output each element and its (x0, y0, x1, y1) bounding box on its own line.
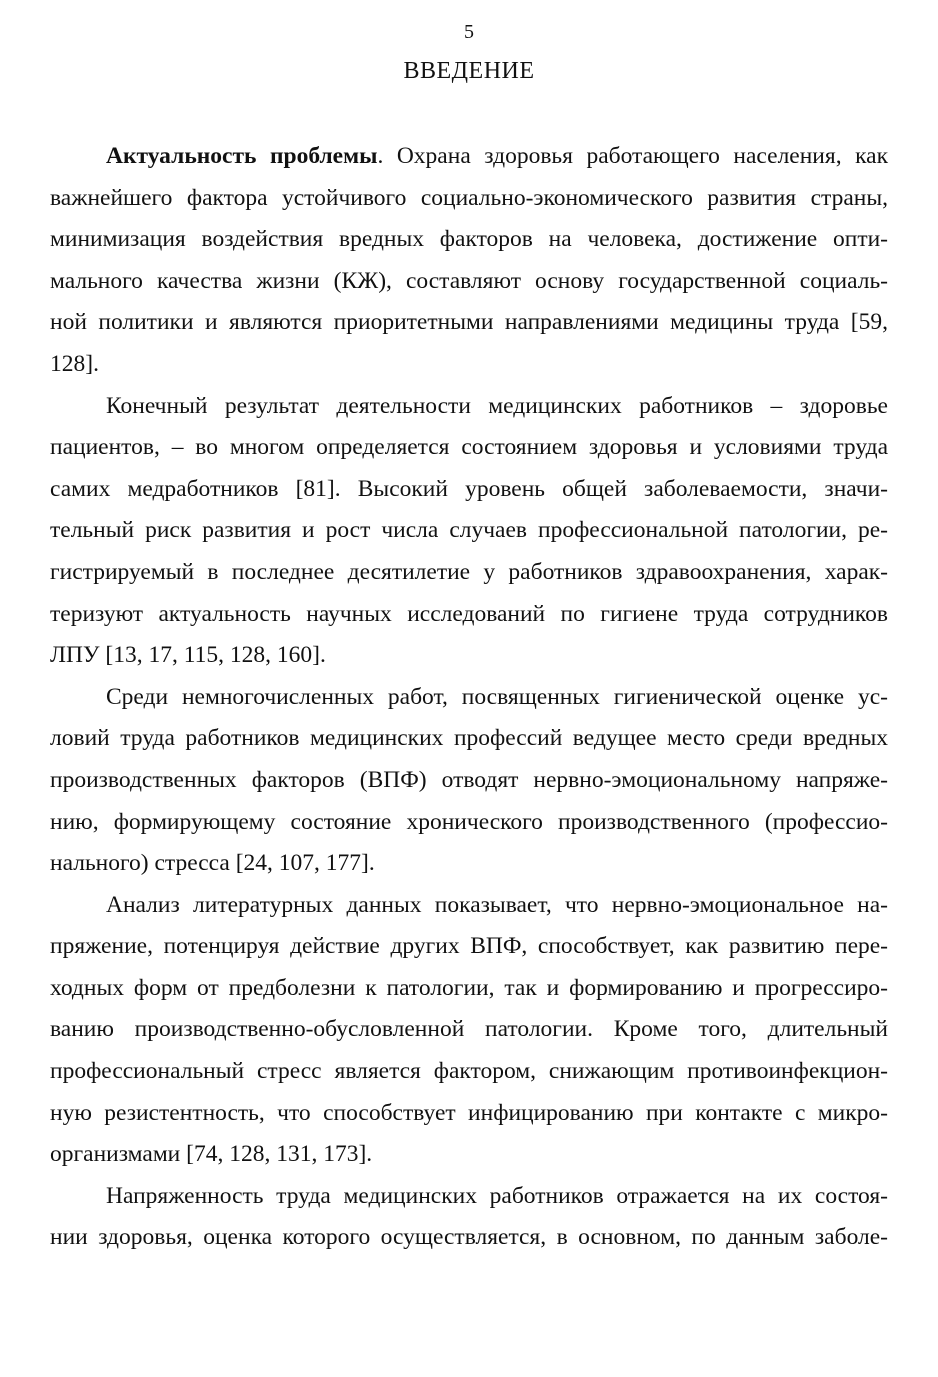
paragraph-line: нию, формирующему состояние хронического производственного (профессио- (50, 808, 888, 835)
page-number: 5 (464, 21, 474, 43)
paragraph-lead: Актуальность проблемы (106, 143, 378, 169)
paragraph-line: теризуют актуальность научных исследований по гигиене труда сотрудников (50, 600, 888, 627)
paragraph-line: тельный риск развития и рост числа случаев профессиональной патологии, ре- (50, 517, 888, 544)
paragraph-work-intensity (50, 1176, 888, 1259)
paragraph-line: гистрируемый в последнее десятилетие у работников здравоохранения, харак- (50, 558, 888, 585)
page-title: ВВЕДЕНИЕ (403, 58, 535, 84)
paragraph-line: минимизация воздействия вредных факторов на человека, достижение опти- (50, 226, 888, 253)
paragraph-relevance (50, 136, 888, 386)
paragraph-final-result (50, 386, 888, 677)
paragraph-line: ловий труда работников медицинских профессий ведущее место среди вредных (50, 725, 888, 752)
paragraph-line: организмами [74, 128, 131, 173]. (50, 1141, 373, 1168)
paragraph-line: пряжение, потенцируя действие других ВПФ, способствует, как развитию пере- (50, 933, 888, 960)
paragraph-line: 128]. (50, 350, 99, 377)
body-text (50, 136, 888, 1259)
paragraph-line: Актуальность проблемы. Охрана здоровья работающего населения, как (106, 143, 888, 169)
paragraph-line: ной политики и являются приоритетными направлениями медицины труда [59, (50, 309, 888, 336)
paragraph-line: мального качества жизни (КЖ), составляют основу государственной социаль- (50, 267, 888, 294)
paragraph-line: ную резистентность, что способствует инфицированию при контакте с микро- (50, 1099, 888, 1126)
paragraph-line: самих медработников [81]. Высокий уровень общей заболеваемости, значи- (50, 475, 888, 502)
paragraph-line: Конечный результат деятельности медицинских работников – здоровье (106, 392, 888, 419)
paragraph-literature-analysis (50, 885, 888, 1176)
paragraph-line: нии здоровья, оценка которого осуществляется, в основном, по данным заболе- (50, 1224, 888, 1251)
paragraph-line: Анализ литературных данных показывает, что нервно-эмоциональное на- (106, 891, 888, 918)
paragraph-line: профессиональный стресс является фактором, снижающим противоинфекцион- (50, 1058, 888, 1085)
paragraph-line: ванию производственно-обусловленной патологии. Кроме того, длительный (50, 1016, 888, 1043)
paragraph-line: нального) стресса [24, 107, 177]. (50, 850, 375, 877)
paragraph-line: ходных форм от предболезни к патологии, так и формированию и прогрессиро- (50, 974, 888, 1001)
paragraph-line: пациентов, – во многом определяется состоянием здоровья и условиями труда (50, 434, 888, 461)
paragraph-line: Среди немногочисленных работ, посвященных гигиенической оценке ус- (106, 683, 888, 710)
paragraph-line: важнейшего фактора устойчивого социально-экономического развития страны, (50, 184, 888, 211)
paragraph-few-works (50, 677, 888, 885)
paragraph-line: производственных факторов (ВПФ) отводят нервно-эмоциональному напряже- (50, 766, 888, 793)
paragraph-line: Напряженность труда медицинских работников отражается на их состоя- (106, 1182, 888, 1209)
paragraph-line: ЛПУ [13, 17, 115, 128, 160]. (50, 642, 326, 669)
